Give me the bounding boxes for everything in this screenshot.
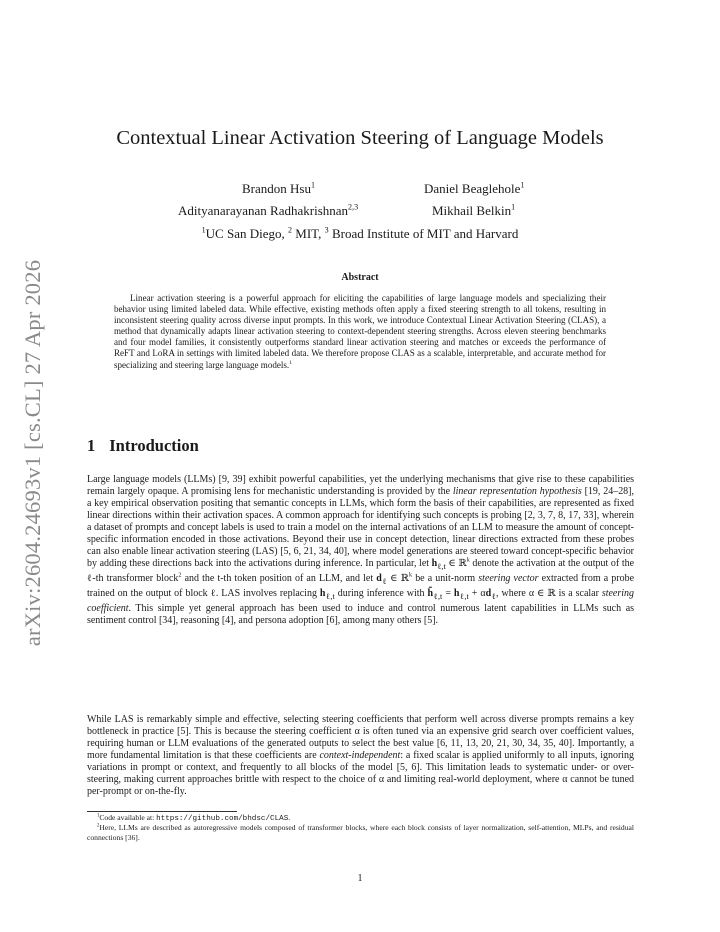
abstract-heading: Abstract xyxy=(341,272,379,283)
footnote-mark[interactable]: 2 xyxy=(178,571,182,579)
code-link[interactable]: https://github.com/bhdsc/CLAS xyxy=(156,815,289,823)
paper-title: Contextual Linear Activation Steering of Language Models xyxy=(116,127,604,149)
author-name: Mikhail Belkin xyxy=(432,203,512,218)
page-number: 1 xyxy=(357,873,363,884)
author-name: Brandon Hsu xyxy=(242,181,311,196)
introduction-paragraph-2: While LAS is remarkably simple and effective, selecting steering coefficients that perform well across diverse prompts remains a key bottleneck in practice [5]. This is because the steering coefficient α is often tuned via an expensive grid search over coefficient values, requiring human or LLM evaluations of the generated outputs to select the best value [6, 11, 13, 20, 21, 30, 34, 35, 40]. Importantly, a more fundamental limitation is that these coefficients are context-independent: a fixed scalar is applied uniformly to all inputs, ignoring variations in prompt or context, and frequently to all blocks of the model [5, 6]. This limitation leads to systematic under- or over-steering, making current approaches brittle with respect to the choice of α and limiting real-world deployment, where α cannot be tuned per-prompt or on-the-fly. xyxy=(87,714,634,798)
author-affiliation-mark: 1 xyxy=(511,202,516,212)
arxiv-identifier-text: arXiv:2604.24693v1 [cs.CL] 27 Apr 2026 xyxy=(20,259,45,646)
math-symbol: d xyxy=(485,588,492,600)
author-brandon-hsu xyxy=(242,181,315,197)
author-mikhail-belkin xyxy=(432,203,515,219)
math-symbol: h xyxy=(431,558,438,570)
math-symbol: h xyxy=(319,588,326,600)
author-affiliation-mark: 1 xyxy=(520,180,525,190)
abstract-text: Linear activation steering is a powerful approach for eliciting the capabilities of large language models and specializing their behavior using limited labeled data. While effective, existing methods often apply a fixed steering strength to all tokens, resulting in inconsistent steering quality across diverse input prompts. In this work, we introduce Contextual Linear Activation Steering (CLAS), a method that dynamically adapts linear activation steering to context-dependent steering strengths. Across eleven steering benchmarks and four model families, it consistently outperforms standard linear activation steering and matches or exceeds the performance of ReFT and LoRA in settings with limited labeled data. We therefore propose CLAS as a scalable, interpretable, and accurate method for specializing and steering large language models. xyxy=(114,293,606,370)
author-daniel-beaglehole xyxy=(424,181,524,197)
author-adityanarayanan-radhakrishnan xyxy=(178,203,358,219)
emphasis-term: linear representation hypothesis xyxy=(452,486,582,498)
section-number: 1 xyxy=(87,436,96,455)
section-heading-introduction xyxy=(87,436,199,456)
introduction-paragraph-1: Large language models (LLMs) [9, 39] exhibit powerful capabilities, yet the underlying mechanisms that give rise to these capabilities remain largely opaque. A promising lens for mechanistic understanding is provided by the linear representation hypothesis [19, 24–28], a key empirical observation positing that semantic concepts in LLMs, which form the basis of their capabilities, are represented as fixed linear directions within their activation spaces. A common approach for identifying such concepts is probing [2, 3, 7, 8, 17, 33], wherein a dataset of prompts and concept labels is used to train a model on the internal activations of an LLM to measure the amount of concept-specific information encoded in those activations. Beyond their use in concept detection, linear directions extracted from these probes can also enable linear activation steering (LAS) [5, 6, 21, 34, 40], where model generations are steered toward concept-specific behavior by adding these directions back into the activations during inference. In particular, let $h_{\ell,t}$ ∈ ℝ$^k$ denote the activation at the output of the ℓ-th transformer block$^2$ and the t-th token position of an LLM, and let $d_\ell$ ∈ ℝ$^k$ be a unit-norm steering vector extracted from a probe trained on the output of block ℓ. LAS involves replacing $h_{\ell,t}$ during inference with $h̃_{\ell,t} = h_{\ell,t} + \alpha d_\ell$, where α ∈ ℝ is a scalar steering coefficient. This simple yet general approach has been used to induce and control numerous latent capabilities in LLMs such as sentiment control [34], reasoning [4], and persona adoption [6], among many others [5]. xyxy=(87,474,634,627)
section-title: Introduction xyxy=(109,436,199,455)
footnote-2: $^2$Here, LLMs are described as autoregressive models composed of transformer blocks, where each block consists of layer normalization, self-attention, MLPs, and residual connections [36]. xyxy=(87,823,634,842)
footnote-mark: 2 xyxy=(97,823,100,829)
emphasis-term: steering vector xyxy=(478,573,539,585)
abstract-body xyxy=(114,293,606,371)
affiliation-mark: 3 xyxy=(324,225,329,235)
affiliation-ucsd: UC San Diego, xyxy=(205,226,289,241)
affiliations xyxy=(0,226,720,242)
affiliation-broad: Broad Institute of MIT and Harvard xyxy=(328,226,519,241)
footnote-mark[interactable]: 1 xyxy=(289,359,292,366)
affiliation-mit: MIT, xyxy=(292,226,325,241)
math-symbol: h xyxy=(453,588,460,600)
footnote-divider xyxy=(87,811,237,812)
author-affiliation-mark: 1 xyxy=(310,180,315,190)
math-symbol: d xyxy=(376,573,382,585)
author-name: Adityanarayanan Radhakrishnan xyxy=(178,203,349,218)
emphasis-term: context-independent xyxy=(319,750,401,762)
arxiv-identifier-sidebar xyxy=(18,260,48,645)
emphasis-term: steering coefficient xyxy=(87,588,634,615)
affiliation-mark: 1 xyxy=(201,225,206,235)
footnote-1: $^1$Code available at: https://github.com/bhdsc/CLAS. xyxy=(97,813,291,823)
author-affiliation-mark: 2,3 xyxy=(348,202,359,212)
math-symbol: h̃ xyxy=(427,588,434,600)
footnote-mark: 1 xyxy=(97,813,100,819)
affiliation-mark: 2 xyxy=(288,225,293,235)
author-name: Daniel Beaglehole xyxy=(424,181,521,196)
